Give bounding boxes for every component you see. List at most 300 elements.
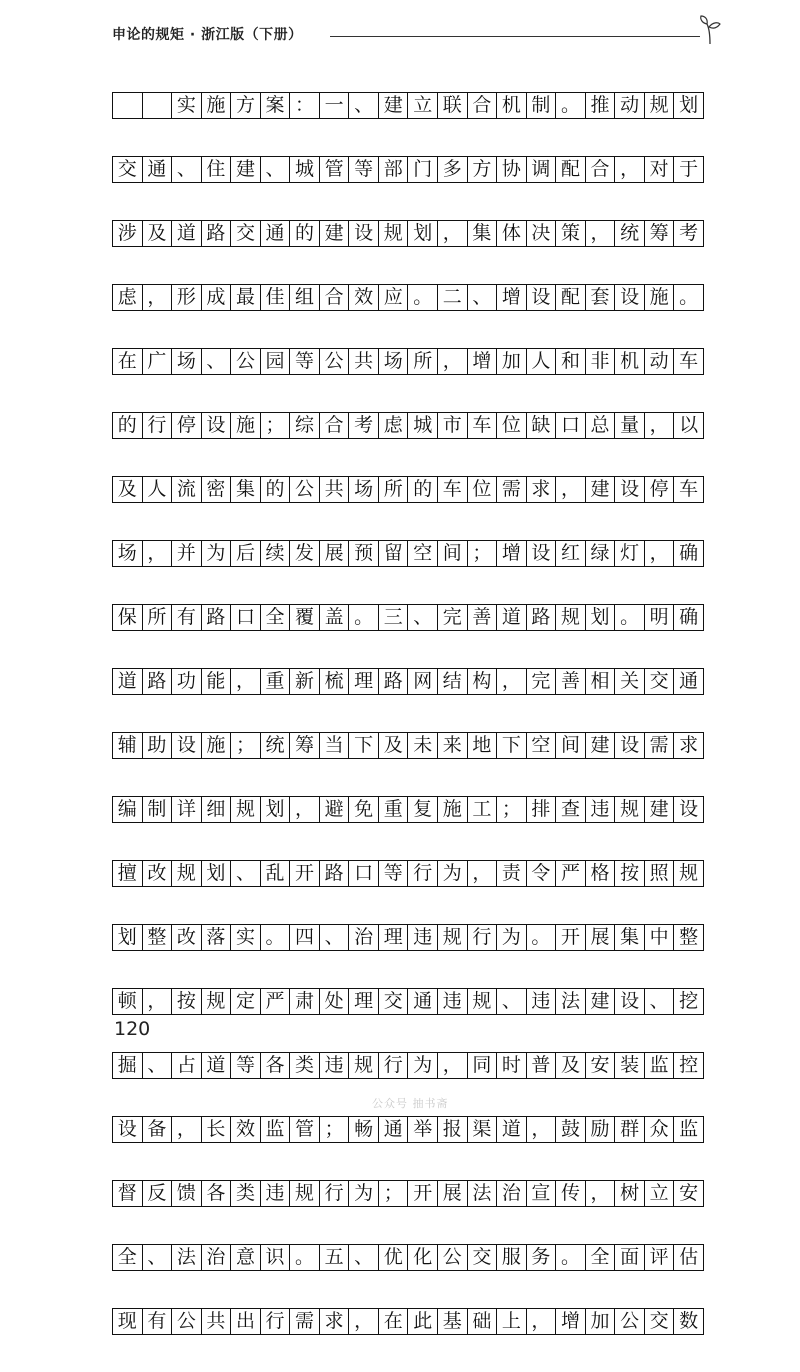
grid-cell: 在	[113, 349, 143, 374]
grid-cell: 增	[468, 349, 498, 374]
grid-cell: ，	[438, 221, 468, 246]
grid-cell: 等	[231, 1053, 261, 1078]
grid-cell: 构	[468, 669, 498, 694]
grid-cell: 部	[379, 157, 409, 182]
grid-cell: 馈	[172, 1181, 202, 1206]
grid-cell: 考	[349, 413, 379, 438]
grid-cell: 间	[438, 541, 468, 566]
grid-cell: 能	[202, 669, 232, 694]
grid-cell: ，	[143, 285, 173, 310]
grid-row	[112, 1116, 704, 1143]
grid-row	[112, 604, 704, 631]
grid-cell: ，	[172, 1117, 202, 1142]
grid-cell: ；	[320, 1117, 350, 1142]
grid-cell: 规	[231, 797, 261, 822]
grid-cell: 方	[468, 157, 498, 182]
grid-cell: 成	[202, 285, 232, 310]
grid-cell: 公	[290, 477, 320, 502]
grid-cell: 加	[586, 1309, 616, 1334]
grid-cell: ，	[349, 1309, 379, 1334]
grid-cell: 合	[320, 413, 350, 438]
grid-row	[112, 284, 704, 311]
grid-cell: 涉	[113, 221, 143, 246]
grid-cell: 的	[408, 477, 438, 502]
grid-row	[112, 668, 704, 695]
grid-cell: 责	[497, 861, 527, 886]
grid-cell: 道	[497, 1117, 527, 1142]
grid-cell: 设	[113, 1117, 143, 1142]
grid-cell: ，	[468, 861, 498, 886]
grid-cell: 口	[556, 413, 586, 438]
grid-cell: 重	[379, 797, 409, 822]
grid-cell: 肃	[290, 989, 320, 1014]
grid-cell: 工	[468, 797, 498, 822]
grid-cell: ；	[261, 413, 291, 438]
grid-cell: 规	[349, 1053, 379, 1078]
grid-cell: 擅	[113, 861, 143, 886]
grid-cell: 的	[113, 413, 143, 438]
grid-cell: 管	[320, 157, 350, 182]
grid-cell: 停	[645, 477, 675, 502]
grid-cell: 完	[438, 605, 468, 630]
grid-cell: 。	[290, 1245, 320, 1270]
grid-cell: 效	[231, 1117, 261, 1142]
grid-cell: 的	[261, 477, 291, 502]
grid-cell: 规	[172, 861, 202, 886]
grid-cell: 门	[408, 157, 438, 182]
grid-cell: ，	[290, 797, 320, 822]
grid-cell: 及	[113, 477, 143, 502]
grid-cell: 服	[497, 1245, 527, 1270]
grid-cell: 考	[679, 222, 699, 244]
grid-row	[112, 1244, 704, 1271]
grid-cell: 建	[586, 733, 616, 758]
grid-cell: 下	[349, 733, 379, 758]
grid-cell: 以	[679, 414, 699, 436]
grid-cell: 设	[202, 413, 232, 438]
grid-cell: 掘	[113, 1053, 143, 1078]
grid-cell: 优	[379, 1245, 409, 1270]
grid-cell: 留	[379, 541, 409, 566]
grid-cell: 顿	[113, 989, 143, 1014]
grid-cell: 公	[438, 1245, 468, 1270]
grid-cell: 中	[645, 925, 675, 950]
grid-cell: 配	[556, 157, 586, 182]
grid-cell: 规	[202, 989, 232, 1014]
grid-cell: 细	[202, 797, 232, 822]
grid-cell: 绿	[586, 541, 616, 566]
grid-cell: 按	[615, 861, 645, 886]
grid-cell: 实	[231, 925, 261, 950]
grid-cell: 建	[379, 93, 409, 118]
grid-cell: 关	[615, 669, 645, 694]
grid-cell: 虑	[113, 285, 143, 310]
grid-cell: 为	[408, 1053, 438, 1078]
grid-cell: 全	[586, 1245, 616, 1270]
grid-cell: 人	[143, 477, 173, 502]
grid-cell: 。	[408, 285, 438, 310]
grid-cell: 为	[438, 861, 468, 886]
grid-cell: 违	[261, 1181, 291, 1206]
grid-cell: 总	[586, 413, 616, 438]
grid-cell: 规	[438, 925, 468, 950]
grid-cell: 类	[231, 1181, 261, 1206]
grid-cell: 并	[172, 541, 202, 566]
grid-cell: 住	[202, 157, 232, 182]
grid-cell: 等	[379, 861, 409, 886]
grid-cell: 应	[379, 285, 409, 310]
grid-cell: 改	[143, 861, 173, 886]
grid-cell: 需	[290, 1309, 320, 1334]
grid-cell: 违	[320, 1053, 350, 1078]
grid-cell: 推	[586, 93, 616, 118]
grid-cell: 来	[438, 733, 468, 758]
grid-cell: 建	[320, 221, 350, 246]
grid-cell: 园	[261, 349, 291, 374]
grid-cell: 。	[556, 93, 586, 118]
grid-cell: 各	[261, 1053, 291, 1078]
grid-cell: 所	[408, 349, 438, 374]
grid-cell: 管	[290, 1117, 320, 1142]
grid-cell: 规	[468, 989, 498, 1014]
grid-cell: 动	[645, 349, 675, 374]
grid-cell: 行	[379, 1053, 409, 1078]
grid-cell: 求	[527, 477, 557, 502]
grid-row	[112, 732, 704, 759]
grid-cell: 及	[556, 1053, 586, 1078]
grid-cell: 规	[556, 605, 586, 630]
grid-cell: 相	[586, 669, 616, 694]
grid-cell: 评	[645, 1245, 675, 1270]
grid-cell: 令	[527, 861, 557, 886]
grid-cell: 此	[408, 1309, 438, 1334]
grid-cell: ；	[379, 1181, 409, 1206]
grid-cell: 通	[408, 989, 438, 1014]
grid-cell: 量	[615, 413, 645, 438]
grid-cell: 位	[468, 477, 498, 502]
grid-cell: 理	[349, 989, 379, 1014]
grid-cell: 规	[679, 862, 699, 884]
grid-cell: 建	[586, 989, 616, 1014]
grid-cell: 。	[527, 925, 557, 950]
grid-cell: 需	[497, 477, 527, 502]
grid-cell: 求	[679, 734, 699, 756]
grid-cell: 数	[679, 1310, 699, 1332]
grid-cell: 。	[261, 925, 291, 950]
grid-cell: 群	[615, 1117, 645, 1142]
grid-cell: 划	[586, 605, 616, 630]
grid-cell: 后	[231, 541, 261, 566]
grid-cell: 功	[172, 669, 202, 694]
grid-cell: 制	[527, 93, 557, 118]
grid-cell: 法	[172, 1245, 202, 1270]
grid-cell: 通	[261, 221, 291, 246]
grid-cell: 重	[261, 669, 291, 694]
grid-cell: 施	[438, 797, 468, 822]
grid-cell: 城	[408, 413, 438, 438]
grid-cell: 理	[349, 669, 379, 694]
grid-row	[112, 156, 704, 183]
grid-cell: 方	[231, 93, 261, 118]
grid-cell: 合	[468, 93, 498, 118]
grid-cell: 调	[527, 157, 557, 182]
grid-cell: 估	[679, 1246, 699, 1268]
grid-cell: 监	[645, 1053, 675, 1078]
grid-cell: 、	[143, 1053, 173, 1078]
grid-cell: 设	[527, 541, 557, 566]
grid-cell: 效	[349, 285, 379, 310]
grid-cell: 为	[202, 541, 232, 566]
grid-cell: 场	[349, 477, 379, 502]
grid-cell: 路	[527, 605, 557, 630]
grid-cell: 、	[408, 605, 438, 630]
grid-cell: 行	[320, 1181, 350, 1206]
grid-cell: 虑	[379, 413, 409, 438]
grid-cell: 免	[349, 797, 379, 822]
grid-cell: 交	[645, 1309, 675, 1334]
grid-cell: 多	[438, 157, 468, 182]
grid-cell: 格	[586, 861, 616, 886]
grid-cell: 五	[320, 1245, 350, 1270]
grid-cell: 开	[556, 925, 586, 950]
grid-cell: 理	[379, 925, 409, 950]
grid-cell: 加	[497, 349, 527, 374]
grid-cell: 人	[527, 349, 557, 374]
grid-cell: 现	[113, 1309, 143, 1334]
grid-cell: 空	[527, 733, 557, 758]
grid-cell: 通	[379, 1117, 409, 1142]
grid-cell: 违	[586, 797, 616, 822]
grid-cell: 划	[679, 94, 699, 116]
grid-cell: 增	[497, 285, 527, 310]
grid-cell: ，	[645, 541, 675, 566]
grid-cell: 确	[679, 542, 699, 564]
grid-cell: 所	[143, 605, 173, 630]
grid-cell: 查	[556, 797, 586, 822]
grid-cell: 面	[615, 1245, 645, 1270]
grid-cell: 一	[320, 93, 350, 118]
grid-cell: 。	[556, 1245, 586, 1270]
grid-cell: 未	[408, 733, 438, 758]
grid-cell: 交	[468, 1245, 498, 1270]
grid-cell: 控	[679, 1054, 699, 1076]
grid-cell: 建	[645, 797, 675, 822]
grid-cell: 严	[556, 861, 586, 886]
grid-cell: 路	[320, 861, 350, 886]
grid-cell: 机	[615, 349, 645, 374]
grid-cell: 口	[349, 861, 379, 886]
grid-cell: 联	[438, 93, 468, 118]
grid-cell: 全	[261, 605, 291, 630]
grid-cell: 、	[468, 285, 498, 310]
grid-cell: 为	[497, 925, 527, 950]
grid-cell: 路	[379, 669, 409, 694]
grid-cell: 佳	[261, 285, 291, 310]
grid-cell: 础	[468, 1309, 498, 1334]
grid-cell: 乱	[261, 861, 291, 886]
grid-cell: 明	[645, 605, 675, 630]
grid-cell: 通	[679, 670, 699, 692]
grid-cell: 四	[290, 925, 320, 950]
grid-cell: 施	[231, 413, 261, 438]
grid-cell: 化	[408, 1245, 438, 1270]
grid-cell: 安	[586, 1053, 616, 1078]
grid-cell: 制	[143, 797, 173, 822]
header-rule	[330, 36, 700, 37]
grid-cell: 长	[202, 1117, 232, 1142]
grid-cell: 施	[202, 93, 232, 118]
grid-cell: 行	[143, 413, 173, 438]
grid-cell: 行	[408, 861, 438, 886]
grid-cell: 规	[615, 797, 645, 822]
grid-cell: 需	[645, 733, 675, 758]
grid-cell: 筹	[645, 221, 675, 246]
grid-cell: ，	[556, 477, 586, 502]
grid-cell: 意	[231, 1245, 261, 1270]
grid-cell: 增	[556, 1309, 586, 1334]
grid-cell: 建	[231, 157, 261, 182]
grid-cell: 发	[290, 541, 320, 566]
grid-cell: 整	[143, 925, 173, 950]
grid-cell: 类	[290, 1053, 320, 1078]
grid-cell: 设	[172, 733, 202, 758]
grid-cell: 路	[202, 605, 232, 630]
grid-cell: 停	[172, 413, 202, 438]
grid-cell: 组	[290, 285, 320, 310]
grid-cell: 下	[497, 733, 527, 758]
grid-cell: 督	[113, 1181, 143, 1206]
grid-cell: 严	[261, 989, 291, 1014]
grid-cell: 反	[143, 1181, 173, 1206]
grid-cell: 动	[615, 93, 645, 118]
grid-cell: 同	[468, 1053, 498, 1078]
grid-cell: 策	[556, 221, 586, 246]
grid-cell: 渠	[468, 1117, 498, 1142]
grid-cell: 违	[527, 989, 557, 1014]
grid-cell: 空	[408, 541, 438, 566]
grid-cell: 案	[261, 93, 291, 118]
grid-cell: 广	[143, 349, 173, 374]
grid-cell: 定	[231, 989, 261, 1014]
grid-cell: ，	[438, 1053, 468, 1078]
grid-cell: 安	[679, 1182, 699, 1204]
grid-cell: 合	[586, 157, 616, 182]
grid-cell: 公	[615, 1309, 645, 1334]
grid-cell: 协	[497, 157, 527, 182]
grid-row	[112, 220, 704, 247]
grid-cell: 共	[202, 1309, 232, 1334]
grid-cell: 治	[497, 1181, 527, 1206]
grid-cell: 盖	[320, 605, 350, 630]
grid-cell: 最	[231, 285, 261, 310]
grid-cell: 划	[202, 861, 232, 886]
sprout-icon	[698, 14, 722, 44]
grid-cell: 机	[497, 93, 527, 118]
grid-cell: ，	[143, 989, 173, 1014]
grid-cell: 宣	[527, 1181, 557, 1206]
grid-cell: 当	[320, 733, 350, 758]
grid-cell: 、	[320, 925, 350, 950]
grid-cell: 、	[349, 1245, 379, 1270]
grid-cell: 地	[468, 733, 498, 758]
grid-cell: 场	[172, 349, 202, 374]
grid-cell: 鼓	[556, 1117, 586, 1142]
grid-cell: 划	[261, 797, 291, 822]
grid-cell: 车	[468, 413, 498, 438]
grid-cell: 求	[320, 1309, 350, 1334]
grid-cell: 展	[586, 925, 616, 950]
grid-cell: ，	[231, 669, 261, 694]
grid-cell: ，	[586, 1181, 616, 1206]
grid-cell: 。	[349, 605, 379, 630]
grid-cell: 改	[172, 925, 202, 950]
grid-cell: 密	[202, 477, 232, 502]
grid-cell: 间	[556, 733, 586, 758]
grid-cell: 场	[113, 541, 143, 566]
grid-cell: 照	[645, 861, 675, 886]
grid-cell: 。	[679, 286, 699, 308]
grid-cell: 规	[645, 93, 675, 118]
grid-cell: 为	[349, 1181, 379, 1206]
grid-cell: 续	[261, 541, 291, 566]
grid-cell: ，	[527, 1117, 557, 1142]
grid-cell: ；	[497, 797, 527, 822]
grid-cell: 按	[172, 989, 202, 1014]
grid-cell: 口	[231, 605, 261, 630]
grid-cell: 占	[172, 1053, 202, 1078]
grid-cell: 决	[527, 221, 557, 246]
grid-cell: 传	[556, 1181, 586, 1206]
grid-cell: 监	[679, 1118, 699, 1140]
grid-cell: 、	[143, 1245, 173, 1270]
grid-cell: 灯	[615, 541, 645, 566]
grid-cell: 装	[615, 1053, 645, 1078]
grid-cell: 识	[261, 1245, 291, 1270]
grid-cell: 建	[586, 477, 616, 502]
grid-cell: 完	[527, 669, 557, 694]
grid-cell: 编	[113, 797, 143, 822]
grid-cell: 道	[172, 221, 202, 246]
grid-cell: 行	[468, 925, 498, 950]
grid-cell: 公	[172, 1309, 202, 1334]
grid-cell: ；	[231, 733, 261, 758]
grid-cell: 设	[615, 989, 645, 1014]
grid-cell: 的	[290, 221, 320, 246]
grid-cell: 普	[527, 1053, 557, 1078]
grid-cell	[113, 93, 143, 118]
grid-cell: 设	[615, 733, 645, 758]
grid-row	[112, 476, 704, 503]
essay-grid-paper	[112, 92, 704, 1372]
grid-cell: 统	[615, 221, 645, 246]
grid-cell: 城	[290, 157, 320, 182]
grid-cell: 车	[679, 350, 699, 372]
grid-cell: 交	[645, 669, 675, 694]
grid-cell: 划	[113, 925, 143, 950]
grid-cell: 确	[679, 606, 699, 628]
grid-cell: 体	[497, 221, 527, 246]
grid-cell: 整	[679, 926, 699, 948]
grid-cell: 畅	[349, 1117, 379, 1142]
grid-cell: 于	[679, 158, 699, 180]
grid-cell: 配	[556, 285, 586, 310]
grid-cell: 交	[379, 989, 409, 1014]
grid-cell: 缺	[527, 413, 557, 438]
grid-cell: 展	[320, 541, 350, 566]
grid-cell: 实	[172, 93, 202, 118]
grid-cell: ，	[497, 669, 527, 694]
grid-cell: ；	[468, 541, 498, 566]
